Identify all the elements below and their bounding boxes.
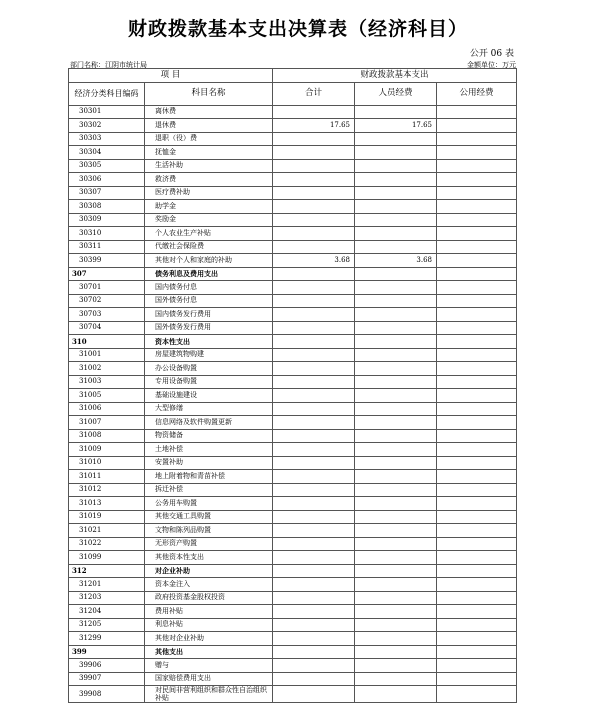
table-row (69, 578, 517, 592)
table-row (69, 456, 517, 470)
row-personnel (355, 335, 437, 349)
row-code: 30304 (69, 146, 145, 160)
row-personnel (355, 591, 437, 605)
row-personnel (355, 159, 437, 173)
row-code: 30303 (69, 132, 145, 146)
row-code: 310 (69, 335, 145, 349)
row-public (437, 308, 517, 322)
row-total (273, 146, 355, 160)
row-personnel (355, 105, 437, 119)
row-total (273, 564, 355, 578)
row-name: 公务用车购置 (145, 497, 273, 511)
row-public (437, 281, 517, 295)
row-code: 30301 (69, 105, 145, 119)
row-name: 政府投资基金股权投资 (145, 591, 273, 605)
row-public (437, 321, 517, 335)
row-personnel (355, 294, 437, 308)
row-code: 31022 (69, 537, 145, 551)
row-total (273, 173, 355, 187)
row-code: 31001 (69, 348, 145, 362)
table-row (69, 186, 517, 200)
row-name: 办公设备购置 (145, 362, 273, 376)
table-row (69, 537, 517, 551)
row-personnel (355, 632, 437, 646)
row-personnel (355, 281, 437, 295)
page-title: 财政拨款基本支出决算表（经济科目） (127, 18, 468, 40)
row-code: 31203 (69, 591, 145, 605)
table-row (69, 524, 517, 538)
row-total (273, 200, 355, 214)
header-total: 合计 (273, 82, 355, 105)
row-public (437, 645, 517, 659)
row-public (437, 227, 517, 241)
row-personnel (355, 267, 437, 281)
row-public (437, 605, 517, 619)
row-code: 31205 (69, 618, 145, 632)
row-public (437, 389, 517, 403)
row-total (273, 497, 355, 511)
row-public (437, 416, 517, 430)
row-personnel (355, 362, 437, 376)
row-personnel (355, 402, 437, 416)
table-row (69, 389, 517, 403)
row-personnel (355, 578, 437, 592)
row-public (437, 564, 517, 578)
row-total (273, 348, 355, 362)
row-public (437, 294, 517, 308)
row-name: 土地补偿 (145, 443, 273, 457)
row-public (437, 146, 517, 160)
row-code: 399 (69, 645, 145, 659)
row-name: 生活补助 (145, 159, 273, 173)
row-public (437, 578, 517, 592)
row-code: 31012 (69, 483, 145, 497)
row-total (273, 483, 355, 497)
row-code: 30399 (69, 254, 145, 268)
table-row (69, 645, 517, 659)
row-code: 31009 (69, 443, 145, 457)
row-personnel (355, 537, 437, 551)
row-name: 地上附着物和青苗补偿 (145, 470, 273, 484)
row-total (273, 578, 355, 592)
row-code: 31007 (69, 416, 145, 430)
row-personnel (355, 389, 437, 403)
row-public (437, 335, 517, 349)
row-personnel (355, 132, 437, 146)
row-public (437, 200, 517, 214)
table-row (69, 618, 517, 632)
row-name: 无形资产购置 (145, 537, 273, 551)
row-name: 国家赔偿费用支出 (145, 672, 273, 686)
row-total (273, 321, 355, 335)
header-row-2 (69, 82, 517, 105)
row-name: 国外债务发行费用 (145, 321, 273, 335)
row-total (273, 632, 355, 646)
row-total (273, 510, 355, 524)
row-code: 39908 (69, 686, 145, 703)
row-personnel (355, 483, 437, 497)
row-name: 大型修缮 (145, 402, 273, 416)
row-total: 3.68 (273, 254, 355, 268)
row-personnel (355, 524, 437, 538)
row-total: 17.65 (273, 119, 355, 133)
row-public (437, 240, 517, 254)
row-public (437, 348, 517, 362)
row-public (437, 672, 517, 686)
row-code: 30305 (69, 159, 145, 173)
row-personnel (355, 470, 437, 484)
row-total (273, 159, 355, 173)
row-name: 拆迁补偿 (145, 483, 273, 497)
header-public: 公用经费 (437, 82, 517, 105)
row-code: 30703 (69, 308, 145, 322)
row-total (273, 659, 355, 673)
header-name: 科目名称 (145, 82, 273, 105)
header-row-1 (69, 69, 517, 83)
row-total (273, 470, 355, 484)
row-total (273, 132, 355, 146)
row-personnel (355, 645, 437, 659)
row-total (273, 605, 355, 619)
row-total (273, 227, 355, 241)
row-total (273, 281, 355, 295)
row-total (273, 416, 355, 430)
table-row (69, 551, 517, 565)
row-public (437, 362, 517, 376)
row-personnel (355, 443, 437, 457)
table-row (69, 659, 517, 673)
row-public (437, 375, 517, 389)
row-personnel (355, 375, 437, 389)
row-personnel (355, 321, 437, 335)
row-code: 31003 (69, 375, 145, 389)
row-code: 30311 (69, 240, 145, 254)
row-name: 国外债务付息 (145, 294, 273, 308)
row-name: 利息补贴 (145, 618, 273, 632)
row-name: 赠与 (145, 659, 273, 673)
row-name: 资本金注入 (145, 578, 273, 592)
row-personnel (355, 510, 437, 524)
row-name: 信息网络及软件购置更新 (145, 416, 273, 430)
table-row (69, 132, 517, 146)
table-row (69, 227, 517, 241)
row-personnel (355, 227, 437, 241)
row-public (437, 510, 517, 524)
row-total (273, 456, 355, 470)
header-personnel: 人员经费 (355, 82, 437, 105)
row-name: 其他支出 (145, 645, 273, 659)
table-row (69, 591, 517, 605)
row-name: 对企业补助 (145, 564, 273, 578)
row-name: 文物和陈列品购置 (145, 524, 273, 538)
header-item: 项 目 (69, 69, 273, 83)
row-code: 31204 (69, 605, 145, 619)
row-code: 30302 (69, 119, 145, 133)
row-code: 31006 (69, 402, 145, 416)
header-fund-group: 财政拨款基本支出 (273, 69, 517, 83)
form-number: 公开 06 表 (469, 49, 514, 59)
table-row (69, 429, 517, 443)
row-name: 退职（役）费 (145, 132, 273, 146)
row-public (437, 402, 517, 416)
row-personnel (355, 429, 437, 443)
row-personnel (355, 308, 437, 322)
row-personnel (355, 213, 437, 227)
row-code: 31099 (69, 551, 145, 565)
row-public (437, 618, 517, 632)
row-public (437, 537, 517, 551)
header-code: 经济分类科目编码 (69, 82, 145, 105)
row-name: 代缴社会保险费 (145, 240, 273, 254)
row-public (437, 254, 517, 268)
row-name: 专用设备购置 (145, 375, 273, 389)
row-total (273, 524, 355, 538)
expenditure-table (68, 68, 517, 703)
table-row (69, 321, 517, 335)
row-public (437, 456, 517, 470)
row-public (437, 159, 517, 173)
row-name: 个人农业生产补贴 (145, 227, 273, 241)
row-total (273, 267, 355, 281)
row-code: 39907 (69, 672, 145, 686)
row-name: 债务利息及费用支出 (145, 267, 273, 281)
row-total (273, 213, 355, 227)
row-code: 31013 (69, 497, 145, 511)
row-personnel (355, 686, 437, 703)
table-row (69, 294, 517, 308)
table-row (69, 497, 517, 511)
row-name: 其他资本性支出 (145, 551, 273, 565)
row-total (273, 591, 355, 605)
row-code: 30702 (69, 294, 145, 308)
row-name: 医疗费补助 (145, 186, 273, 200)
row-public (437, 443, 517, 457)
row-personnel (355, 200, 437, 214)
row-personnel (355, 497, 437, 511)
table-row (69, 632, 517, 646)
row-name: 退休费 (145, 119, 273, 133)
row-code: 312 (69, 564, 145, 578)
row-total (273, 335, 355, 349)
row-name: 助学金 (145, 200, 273, 214)
row-name: 离休费 (145, 105, 273, 119)
table-row (69, 348, 517, 362)
table-row (69, 672, 517, 686)
row-public (437, 591, 517, 605)
row-public (437, 497, 517, 511)
row-name: 物资储备 (145, 429, 273, 443)
row-total (273, 389, 355, 403)
row-public (437, 524, 517, 538)
row-total (273, 443, 355, 457)
row-public (437, 119, 517, 133)
row-name: 基础设施建设 (145, 389, 273, 403)
row-personnel (355, 416, 437, 430)
row-name: 其他对个人和家庭的补助 (145, 254, 273, 268)
row-public (437, 659, 517, 673)
row-total (273, 429, 355, 443)
table-row (69, 254, 517, 268)
table-row (69, 281, 517, 295)
row-total (273, 686, 355, 703)
row-name: 对民间非营利组织和群众性自治组织补贴 (145, 686, 273, 703)
table-row (69, 416, 517, 430)
table-row (69, 335, 517, 349)
row-personnel: 3.68 (355, 254, 437, 268)
row-name: 其他对企业补助 (145, 632, 273, 646)
row-code: 30701 (69, 281, 145, 295)
row-code: 30307 (69, 186, 145, 200)
row-code: 31010 (69, 456, 145, 470)
table-row (69, 240, 517, 254)
row-code: 307 (69, 267, 145, 281)
row-personnel (355, 618, 437, 632)
row-total (273, 186, 355, 200)
table-row (69, 267, 517, 281)
table-row (69, 470, 517, 484)
row-personnel (355, 564, 437, 578)
row-personnel (355, 240, 437, 254)
row-code: 30306 (69, 173, 145, 187)
row-public (437, 173, 517, 187)
row-code: 31008 (69, 429, 145, 443)
row-name: 救济费 (145, 173, 273, 187)
row-personnel (355, 456, 437, 470)
row-total (273, 537, 355, 551)
table-row (69, 200, 517, 214)
row-personnel (355, 173, 437, 187)
row-personnel (355, 348, 437, 362)
row-personnel (355, 659, 437, 673)
row-code: 31011 (69, 470, 145, 484)
row-total (273, 672, 355, 686)
row-name: 房屋建筑物购建 (145, 348, 273, 362)
row-public (437, 105, 517, 119)
row-total (273, 551, 355, 565)
row-code: 31019 (69, 510, 145, 524)
row-name: 国内债务发行费用 (145, 308, 273, 322)
table-row (69, 146, 517, 160)
table-row (69, 483, 517, 497)
row-personnel: 17.65 (355, 119, 437, 133)
table-row (69, 105, 517, 119)
row-public (437, 686, 517, 703)
row-personnel (355, 186, 437, 200)
row-name: 国内债务付息 (145, 281, 273, 295)
row-code: 31005 (69, 389, 145, 403)
row-public (437, 213, 517, 227)
row-total (273, 105, 355, 119)
row-code: 31021 (69, 524, 145, 538)
row-code: 30308 (69, 200, 145, 214)
row-public (437, 186, 517, 200)
row-public (437, 429, 517, 443)
row-code: 31201 (69, 578, 145, 592)
row-total (273, 645, 355, 659)
table-row (69, 308, 517, 322)
table-row (69, 213, 517, 227)
row-total (273, 618, 355, 632)
row-public (437, 551, 517, 565)
table-row (69, 443, 517, 457)
row-personnel (355, 551, 437, 565)
row-name: 奖励金 (145, 213, 273, 227)
row-code: 31299 (69, 632, 145, 646)
row-personnel (355, 672, 437, 686)
unit-label: 金额单位：万元 (467, 61, 516, 69)
table-row (69, 173, 517, 187)
row-public (437, 632, 517, 646)
row-total (273, 294, 355, 308)
row-name: 费用补贴 (145, 605, 273, 619)
row-public (437, 267, 517, 281)
row-public (437, 470, 517, 484)
table-row (69, 402, 517, 416)
row-total (273, 308, 355, 322)
table-row (69, 605, 517, 619)
row-total (273, 375, 355, 389)
row-name: 其他交通工具购置 (145, 510, 273, 524)
table-row (69, 564, 517, 578)
row-public (437, 483, 517, 497)
table-row (69, 375, 517, 389)
row-total (273, 240, 355, 254)
table-row (69, 159, 517, 173)
row-code: 30310 (69, 227, 145, 241)
row-code: 39906 (69, 659, 145, 673)
row-public (437, 132, 517, 146)
table-row (69, 510, 517, 524)
table-row (69, 119, 517, 133)
row-total (273, 362, 355, 376)
row-name: 抚恤金 (145, 146, 273, 160)
row-code: 30309 (69, 213, 145, 227)
row-total (273, 402, 355, 416)
row-name: 安置补助 (145, 456, 273, 470)
row-code: 30704 (69, 321, 145, 335)
row-personnel (355, 146, 437, 160)
table-row (69, 362, 517, 376)
row-name: 资本性支出 (145, 335, 273, 349)
table-row (69, 686, 517, 703)
row-personnel (355, 605, 437, 619)
department-label: 部门名称：江阴市统计局 (70, 61, 147, 69)
row-code: 31002 (69, 362, 145, 376)
